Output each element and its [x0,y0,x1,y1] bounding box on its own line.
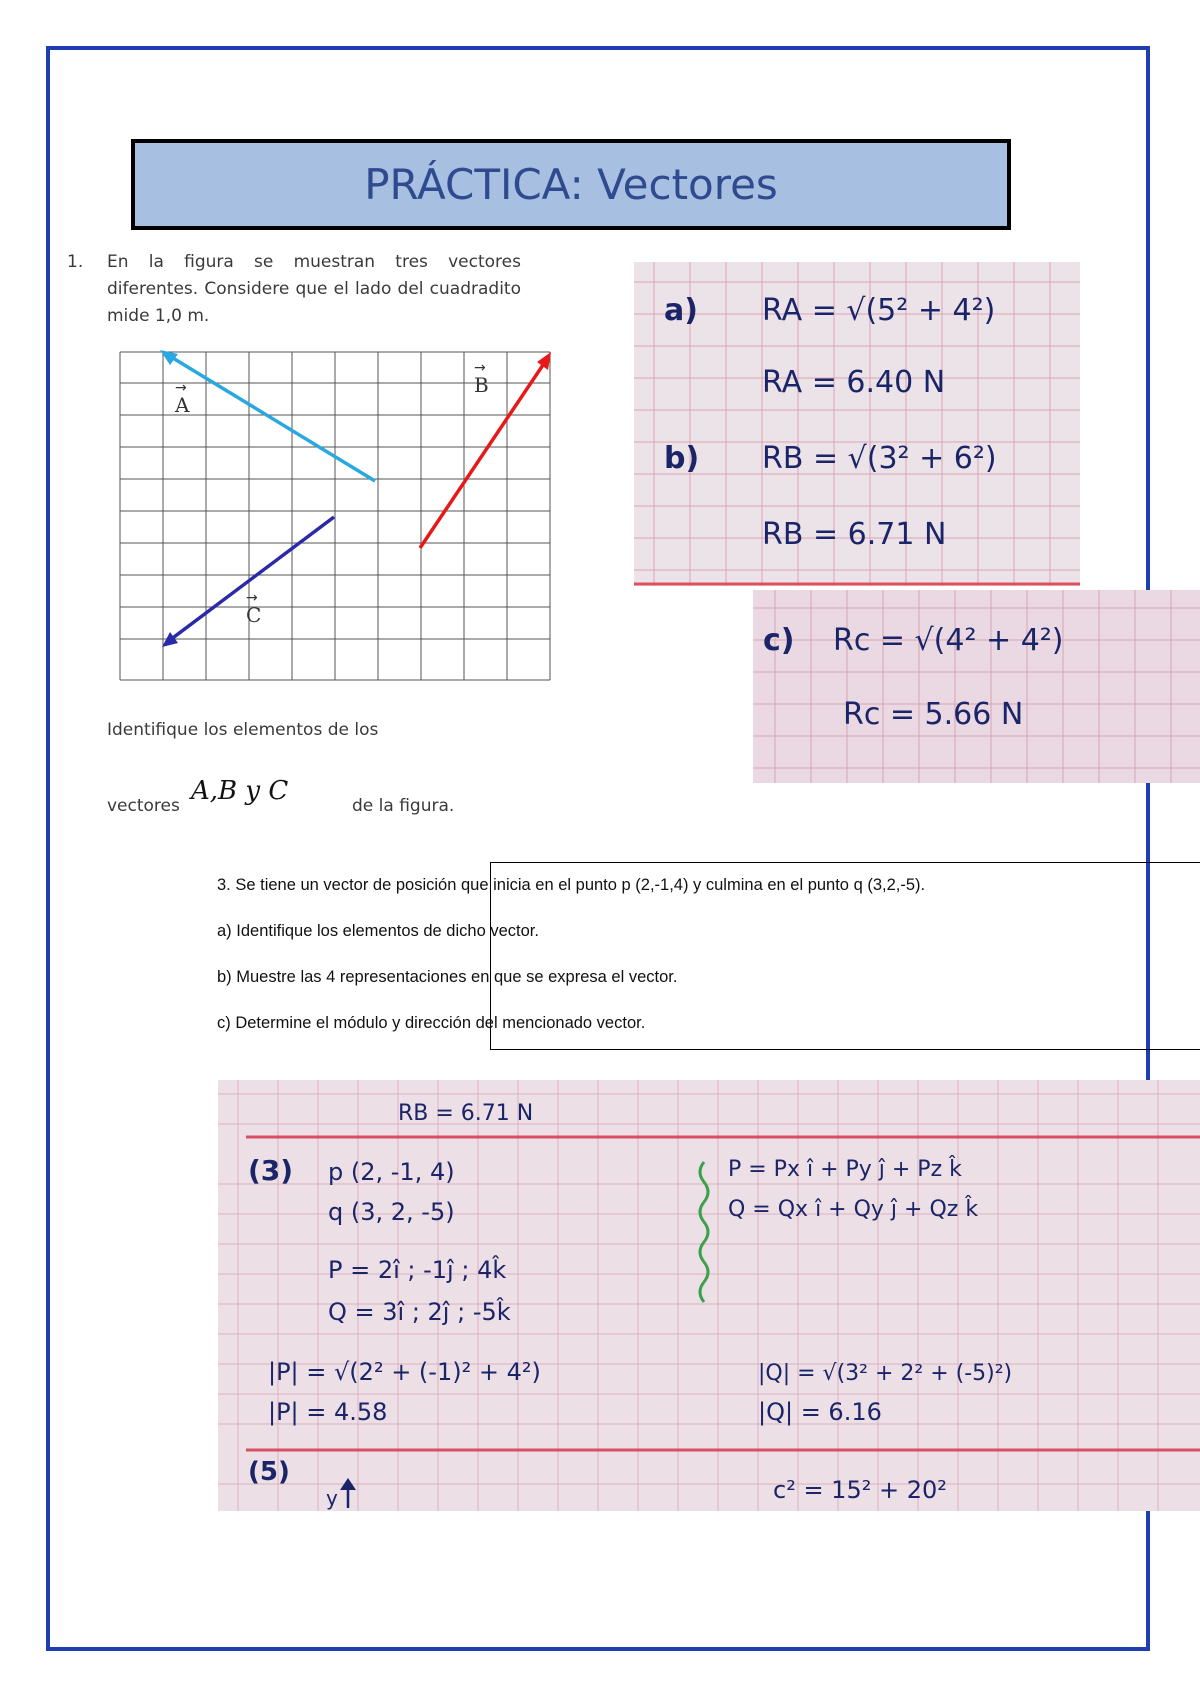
hw3-q-point: q (3, 2, -5) [328,1198,455,1226]
hw3-q-general: Q = Qx î + Qy ĵ + Qz k̂ [728,1197,979,1222]
hw-c-label: c) [763,623,795,658]
hw-c-result: Rc = 5.66 N [843,697,1024,732]
q3-line-3: b) Muestre las 4 representaciones en que se expresa el vector. [217,968,678,986]
hw3-c-equation: c² = 15² + 20² [773,1476,947,1504]
handwritten-photo-ab [634,262,1080,586]
hw3-q-mod-formula: |Q| = √(3² + 2² + (-5)²) [758,1361,1013,1386]
question-1-number: 1. [67,252,84,272]
hw3-q-vector: Q = 3î ; 2ĵ ; -5k̂ [328,1298,511,1326]
handwritten-photo-3 [218,1080,1200,1511]
q3-line-2: a) Identifique los elementos de dicho vector. [217,922,539,940]
hw-c-formula: Rc = √(4² + 4²) [833,623,1064,658]
hw3-number: (3) [248,1154,294,1187]
question-3-text [217,876,925,1060]
hw3-p-mod-formula: |P| = √(2² + (-1)² + 4²) [268,1358,541,1386]
hw3-top: RB = 6.71 N [398,1101,534,1126]
svg-text:→: → [246,590,258,606]
svg-text:→: → [175,380,187,396]
hw3-p-mod-result: |P| = 4.58 [268,1398,388,1426]
vector-c-label: C [246,603,262,627]
hw-a-label: a) [664,293,698,328]
vector-a-arrow [163,352,375,481]
vector-a-label: A [175,393,190,417]
vector-grid-figure [118,350,552,682]
q3-line-4: c) Determine el módulo y dirección del mencionado vector. [217,1014,646,1032]
q3-line-1: 3. Se tiene un vector de posición que inicia en el punto p (2,-1,4) y culmina en el punto q (3,2,-5). [217,876,926,894]
identify-post: de la figura. [352,796,455,816]
hw-b-result: RB = 6.71 N [762,517,947,552]
hw-a-result: RA = 6.40 N [762,365,946,400]
hw3-p-vector: P = 2î ; -1ĵ ; 4k̂ [328,1256,507,1284]
identify-line: Identifique los elementos de los [107,720,379,740]
title-box [131,139,1011,230]
question-1-text: En la figura se muestran tres vectores diferentes. Considere que el lado del cuadradito mide 1,0 m. [107,252,521,326]
hw3-y-axis: y [326,1486,338,1510]
identify-vectors: A,B y C [191,776,289,806]
identify-line-2 [107,760,547,816]
identify-pre: vectores [107,796,180,816]
hw3-q-mod-result: |Q| = 6.16 [758,1398,882,1426]
hw-a-formula: RA = √(5² + 4²) [762,293,996,328]
svg-text:→: → [474,360,486,376]
page-title: PRÁCTICA: Vectores [364,160,778,209]
hw-b-label: b) [664,441,700,476]
hw-b-formula: RB = √(3² + 6²) [762,441,997,476]
hw3-number-5: (5) [248,1457,290,1487]
handwritten-photo-c [753,590,1200,783]
vector-b-label: B [474,373,489,397]
hw3-p-point: p (2, -1, 4) [328,1158,455,1186]
hw3-p-general: P = Px î + Py ĵ + Pz k̂ [728,1157,962,1182]
